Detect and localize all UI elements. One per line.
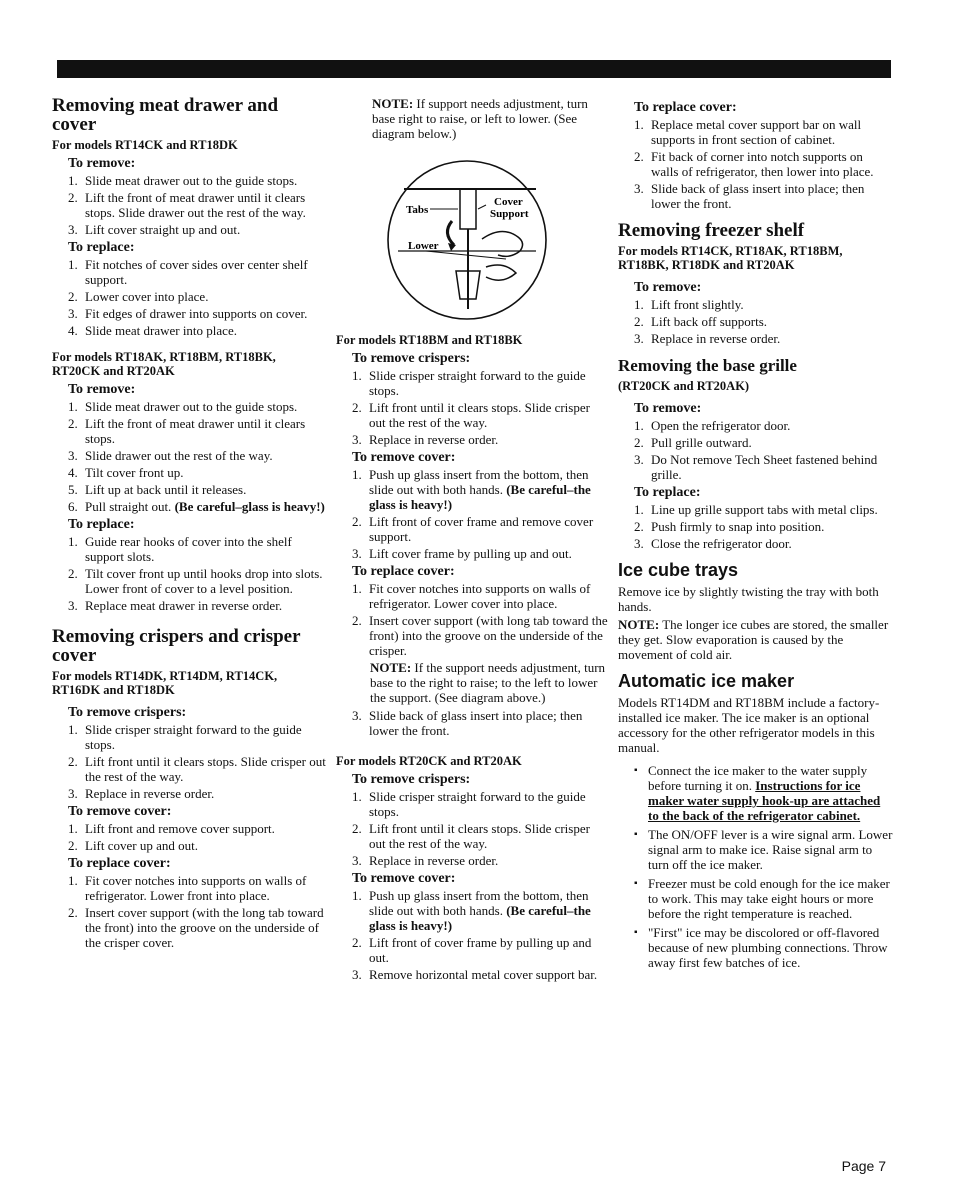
step-item: 2. Push firmly to snap into position. [634,519,825,534]
step-item: 3. Slide back of glass insert into place; then lower the front. [352,708,583,738]
ice-maker-text: Models RT14DM and RT18BM include a factory-installed ice maker. The ice maker is an optional accessory for the other refrigerator models in this manual. [618,695,880,755]
subheading-remove-cover: To remove cover: [352,450,456,465]
step-item: 3. Close the refrigerator door. [634,536,792,551]
section-title-automatic-ice-maker: Automatic ice maker [618,671,795,691]
step-item: 1. Line up grille support tabs with metal clips. [634,502,878,517]
steps-list [352,581,608,658]
subheading-replace: To replace: [68,517,135,532]
step-item: 1. Push up glass insert from the bottom, then slide out with both hands. (Be careful–the glass is heavy!) [352,888,591,933]
steps-list [68,399,327,514]
step-item: 1. Lift front and remove cover support. [68,821,275,836]
warning-text: (Be careful–the glass is heavy!) [369,903,591,933]
subheading-remove-cover: To remove cover: [68,804,172,819]
step-item: 1. Guide rear hooks of cover into the shelf support slots. [68,534,292,564]
column-right [618,96,893,974]
step-item: 3. Fit edges of drawer into supports on cover. [68,306,308,321]
step-item: 3. Replace in reverse order. [352,432,499,447]
subheading-remove-crispers: To remove crispers: [352,351,471,366]
step-item: 3. Replace in reverse order. [68,786,215,801]
step-item: 1. Slide crisper straight forward to the guide stops. [352,789,586,819]
step-item: 4. Slide meat drawer into place. [68,323,237,338]
steps-list [68,257,327,338]
column-left [52,96,327,952]
subheading-remove-cover: To remove cover: [352,871,456,886]
subheading-replace: To replace: [634,485,701,500]
step-item: 3. Lift cover frame by pulling up and out. [352,546,572,561]
subheading-remove: To remove: [68,156,136,171]
section-title-freezer-shelf: Removing freezer shelf [618,220,805,241]
models-label: (RT20CK and RT20AK) [618,379,750,393]
step-item: 3. Slide drawer out the rest of the way. [68,448,273,463]
section-title-crispers: Removing crispers and crisper cover [52,626,301,666]
step-item: 3. Replace meat drawer in reverse order. [68,598,283,613]
steps-list [68,873,327,950]
models-label: For models RT18BM and RT18BK [336,333,523,347]
ice-maker-bullets [634,763,893,970]
step-item: 2. Lift front until it clears stops. Slide crisper out the rest of the way. [352,821,590,851]
step-item: 3. Do Not remove Tech Sheet fastened behind grille. [634,452,878,482]
models-label: For models RT14CK and RT18DK [52,138,238,152]
subheading-remove: To remove: [68,382,136,397]
step-item: 3. Replace in reverse order. [352,853,499,868]
steps-list [634,117,893,211]
step-item: 1. Open the refrigerator door. [634,418,791,433]
step-item: 1. Slide crisper straight forward to the guide stops. [68,722,302,752]
section-title-ice-cube-trays: Ice cube trays [618,560,739,580]
step-item: 2. Lift front until it clears stops. Slide crisper out the rest of the way. [68,754,326,784]
steps-list [634,297,893,346]
step-item: 3. Lift cover straight up and out. [68,222,241,237]
step-item: 2. Lower cover into place. [68,289,209,304]
step-item: 2. Tilt cover front up until hooks drop into slots. Lower front of cover to a level position. [68,566,323,596]
models-label: For models RT20CK and RT20AK [336,754,522,768]
steps-list [634,418,893,482]
list-item: ▪ "First" ice may be discolored or off-flavored because of new plumbing connections. Throw away first few batches of ice. [634,925,893,970]
diagram-label-support: Support [490,208,529,220]
models-label: For models RT14CK, RT18AK, RT18BM, RT18BK, RT18DK and RT20AK [618,244,843,272]
step-item: 1. Fit cover notches into supports on walls of refrigerator. Lower front into place. [68,873,307,903]
subheading-remove: To remove: [634,401,702,416]
subheading-replace-cover: To replace cover: [634,100,737,115]
steps-list [352,467,608,561]
step-item: 2. Lift cover up and out. [68,838,198,853]
steps-list [68,722,327,801]
list-item: ▪ The ON/OFF lever is a wire signal arm. Lower signal arm to make ice. Raise signal arm to turn off the ice maker. [634,827,893,872]
step-item: 2. Lift front of cover frame by pulling up and out. [352,935,592,965]
list-item: ▪ Freezer must be cold enough for the ice maker to work. This may take eight hours or more before the right temperature is reached. [634,876,893,921]
step-item: 1. Replace metal cover support bar on wall supports in front section of cabinet. [634,117,862,147]
diagram-label-lower: Lower [408,240,439,252]
list-item: ▪ Connect the ice maker to the water supply before turning it on. Instructions for ice maker water supply hook-up are attached to the back of the refrigerator cabinet. [634,763,893,823]
step-item: 2. Lift the front of meat drawer until it clears stops. Slide drawer out the rest of the way. [68,190,306,220]
step-item: 2. Fit back of corner into notch supports on walls of refrigerator, then lower into place. [634,149,874,179]
steps-list [634,502,893,551]
diagram-label-tabs: Tabs [406,204,429,216]
step-item: 1. Slide meat drawer out to the guide stops. [68,173,298,188]
step-item: 2. Insert cover support (with long tab toward the front) into the groove on the underside of the crisper. [352,613,608,658]
subheading-replace: To replace: [68,240,135,255]
note-paragraph: NOTE: The longer ice cubes are stored, the smaller they get. Slow evaporation is caused by the movement of cold air. [618,617,889,662]
steps-list [68,173,327,237]
step-item: 2. Lift the front of meat drawer until it clears stops. [68,416,306,446]
step-item: 1. Fit cover notches into supports on walls of refrigerator. Lower cover into place. [352,581,591,611]
models-label: For models RT18AK, RT18BM, RT18BK, RT20CK and RT20AK [52,350,276,378]
step-item: 2. Pull grille outward. [634,435,752,450]
steps-list [352,789,608,868]
note-paragraph: NOTE: If the support needs adjustment, turn base to the right to raise; to the left to lower the support. (See diagram above.) [370,660,606,705]
step-item: 3. Slide back of glass insert into place; then lower the front. [634,181,865,211]
crisper-support-diagram [386,159,548,321]
step-item: 2. Lift front of cover frame and remove cover support. [352,514,594,544]
step-item: 2. Insert cover support (with the long tab toward the front) into the groove on the underside of the crisper cover. [68,905,324,950]
section-title-meat-drawer: Removing meat drawer and cover [52,95,279,135]
step-item: 2. Lift back off supports. [634,314,768,329]
step-item: 1. Fit notches of cover sides over center shelf support. [68,257,308,287]
steps-list [352,368,608,447]
step-item: 6. Pull straight out. (Be careful–glass is heavy!) [68,499,325,514]
section-title-base-grille: Removing the base grille [618,356,797,375]
steps-list [352,708,608,738]
step-item: 2. Lift front until it clears stops. Slide crisper out the rest of the way. [352,400,590,430]
column-middle [336,96,608,984]
page-number: Page 7 [841,1158,886,1174]
step-item: 1. Slide meat drawer out to the guide stops. [68,399,298,414]
subheading-replace-cover: To replace cover: [68,856,171,871]
subheading-remove: To remove: [634,280,702,295]
step-item: 3. Remove horizontal metal cover support bar. [352,967,598,982]
diagram-label-cover: Cover [494,196,523,208]
note-paragraph: NOTE: If support needs adjustment, turn base right to raise, or left to lower. (See diagram below.) [372,96,588,141]
header-rule [57,60,891,78]
ice-trays-text: Remove ice by slightly twisting the tray with both hands. [618,584,879,614]
instructions-reference: Instructions for ice maker water supply hook-up are attached to the back of the refrigerator cabinet. [648,778,881,823]
steps-list [68,534,327,613]
steps-list [352,888,608,982]
subheading-remove-crispers: To remove crispers: [352,772,471,787]
step-item: 1. Push up glass insert from the bottom, then slide out with both hands. (Be careful–the glass is heavy!) [352,467,591,512]
steps-list [68,821,327,853]
step-item: 1. Slide crisper straight forward to the guide stops. [352,368,586,398]
warning-text: (Be careful–glass is heavy!) [174,499,325,514]
subheading-replace-cover: To replace cover: [352,564,455,579]
step-item: 5. Lift up at back until it releases. [68,482,247,497]
step-item: 3. Replace in reverse order. [634,331,781,346]
step-item: 4. Tilt cover front up. [68,465,184,480]
step-item: 1. Lift front slightly. [634,297,744,312]
models-label: For models RT14DK, RT14DM, RT14CK, RT16DK and RT18DK [52,669,278,697]
warning-text: (Be careful–the glass is heavy!) [369,482,591,512]
subheading-remove-crispers: To remove crispers: [68,705,187,720]
